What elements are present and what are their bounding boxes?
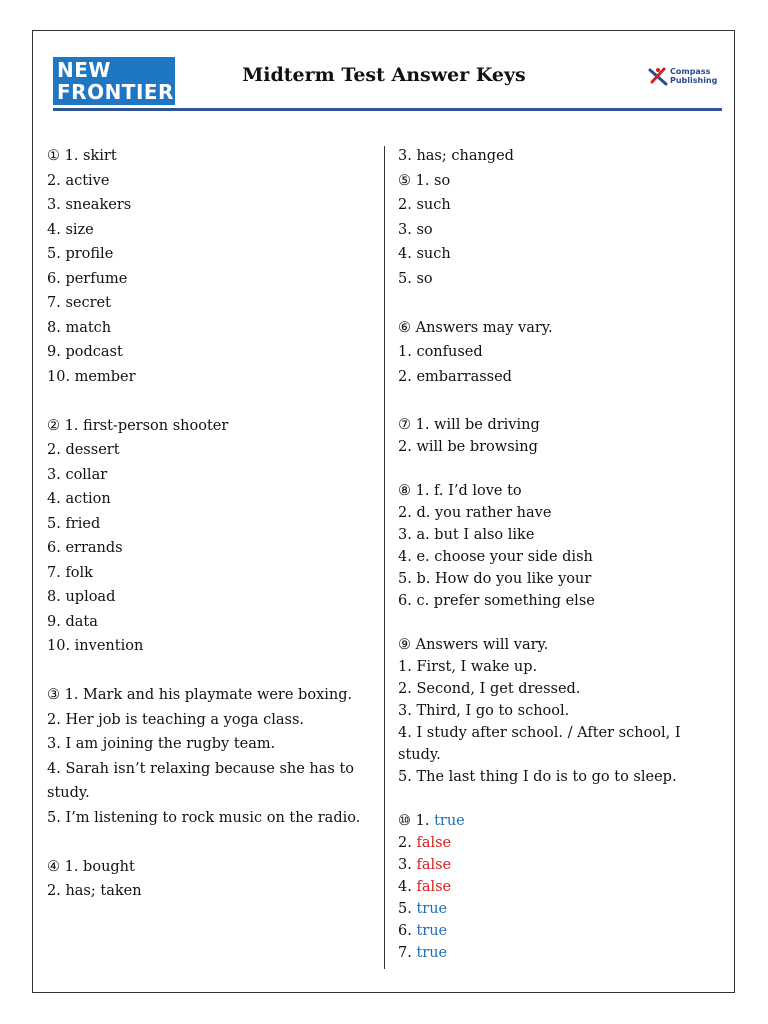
false-answer: false xyxy=(416,878,452,895)
section-6 xyxy=(398,316,718,390)
answer-line xyxy=(398,898,718,920)
false-answer: false xyxy=(416,856,452,873)
answer-line: 4. action xyxy=(47,491,111,507)
publisher-logo xyxy=(648,66,717,86)
answer-line: 4. such xyxy=(398,246,451,262)
answer-line: 3. so xyxy=(398,221,433,238)
answer-line: 5. b. How do you like your xyxy=(398,570,592,587)
item-number: 5. xyxy=(398,900,412,917)
answer-line: 2. dessert xyxy=(47,442,120,458)
answer-line: 2. will be browsing xyxy=(398,438,538,455)
false-answer: false xyxy=(416,834,452,851)
answer-line: ④ 1. bought xyxy=(47,858,135,875)
section-4 xyxy=(47,855,367,904)
true-answer: true xyxy=(416,944,448,961)
answer-line: 5. profile xyxy=(47,246,114,262)
answer-line: 5. fried xyxy=(47,515,101,532)
answer-line: ⑥ Answers may vary. xyxy=(398,319,553,336)
answer-line xyxy=(398,876,718,898)
answer-line: 10. invention xyxy=(47,638,144,654)
answer-line: ① 1. skirt xyxy=(47,148,117,164)
answer-line: 10. member xyxy=(47,368,136,385)
logo-line-1: NEW xyxy=(57,58,111,82)
column-divider xyxy=(384,146,385,969)
answer-line: 4. size xyxy=(47,221,94,238)
answer-line: 4. e. choose your side dish xyxy=(398,548,593,565)
answer-line xyxy=(398,942,718,964)
answer-line xyxy=(398,854,718,876)
answer-line: 5. so xyxy=(398,270,433,287)
answer-line: 3. collar xyxy=(47,466,108,483)
answer-line: 6. errands xyxy=(47,540,123,556)
section-7 xyxy=(398,414,718,458)
section-5 xyxy=(398,169,718,292)
section-10 xyxy=(398,810,718,964)
section-2 xyxy=(47,414,367,659)
item-number: 6. xyxy=(398,922,412,939)
answer-line: 2. Second, I get dressed. xyxy=(398,680,581,697)
answer-line: 2. embarrassed xyxy=(398,368,512,385)
answer-line: ⑦ 1. will be driving xyxy=(398,416,540,433)
publisher-line-2: Publishing xyxy=(670,76,718,85)
answer-line xyxy=(398,810,718,832)
answer-line: 8. match xyxy=(47,319,112,336)
left-column xyxy=(47,144,367,904)
answer-line: 2. Her job is teaching a yoga class. xyxy=(47,711,304,728)
section-4-continued xyxy=(398,144,718,169)
answer-line xyxy=(398,920,718,942)
answer-line: ③ 1. Mark and his playmate were boxing. xyxy=(47,687,353,703)
answer-line: ⑤ 1. so xyxy=(398,172,451,189)
answer-line: 6. c. prefer something else xyxy=(398,592,595,609)
answer-line: ⑧ 1. f. I’d love to xyxy=(398,482,522,499)
logo-line-2: FRONTIERS xyxy=(57,80,189,104)
answer-line: 6. perfume xyxy=(47,270,128,287)
answer-line: 4. I study after school. / After school, I study. xyxy=(398,724,681,763)
item-number: 7. xyxy=(398,944,412,961)
right-column xyxy=(398,144,718,964)
header-rule xyxy=(53,108,722,111)
answer-line: 2. such xyxy=(398,197,451,213)
answer-line: 9. data xyxy=(47,613,98,630)
answer-line: 2. d. you rather have xyxy=(398,504,552,521)
page-title: Midterm Test Answer Keys xyxy=(242,64,526,86)
answer-line: 8. upload xyxy=(47,589,116,605)
item-number: 3. xyxy=(398,856,412,873)
answer-line: 2. has; taken xyxy=(47,883,142,899)
item-number: 2. xyxy=(398,834,412,851)
answer-line: 3. sneakers xyxy=(47,197,132,213)
true-answer: true xyxy=(434,812,465,829)
answer-line: 3. has; changed xyxy=(398,148,514,164)
answer-line: 5. The last thing I do is to go to sleep. xyxy=(398,768,677,785)
answer-line: 4. Sarah isn’t relaxing because she has to study. xyxy=(47,760,355,801)
answer-line: 3. a. but I also like xyxy=(398,526,535,543)
answer-line: 1. confused xyxy=(398,344,483,360)
section-1 xyxy=(47,144,367,389)
section-3 xyxy=(47,683,367,830)
item-number: ⑩ 1. xyxy=(398,812,430,829)
answer-line xyxy=(398,832,718,854)
answer-line: 7. secret xyxy=(47,295,111,311)
section-9 xyxy=(398,634,718,788)
answer-line: ⑨ Answers will vary. xyxy=(398,636,549,653)
answer-line: 3. Third, I go to school. xyxy=(398,702,570,719)
answer-line: 3. I am joining the rugby team. xyxy=(47,736,276,752)
section-8 xyxy=(398,480,718,612)
answer-line: 1. First, I wake up. xyxy=(398,658,538,675)
answer-line: ② 1. first-person shooter xyxy=(47,417,229,434)
answer-line: 2. active xyxy=(47,172,110,189)
answer-line: 5. I’m listening to rock music on the radio. xyxy=(47,809,361,826)
answer-line: 9. podcast xyxy=(47,344,123,360)
compass-star-icon xyxy=(648,66,668,86)
item-number: 4. xyxy=(398,878,412,895)
true-answer: true xyxy=(416,900,448,917)
answer-line: 7. folk xyxy=(47,564,93,581)
true-answer: true xyxy=(416,922,448,939)
publisher-line-1: Compass xyxy=(670,67,711,76)
